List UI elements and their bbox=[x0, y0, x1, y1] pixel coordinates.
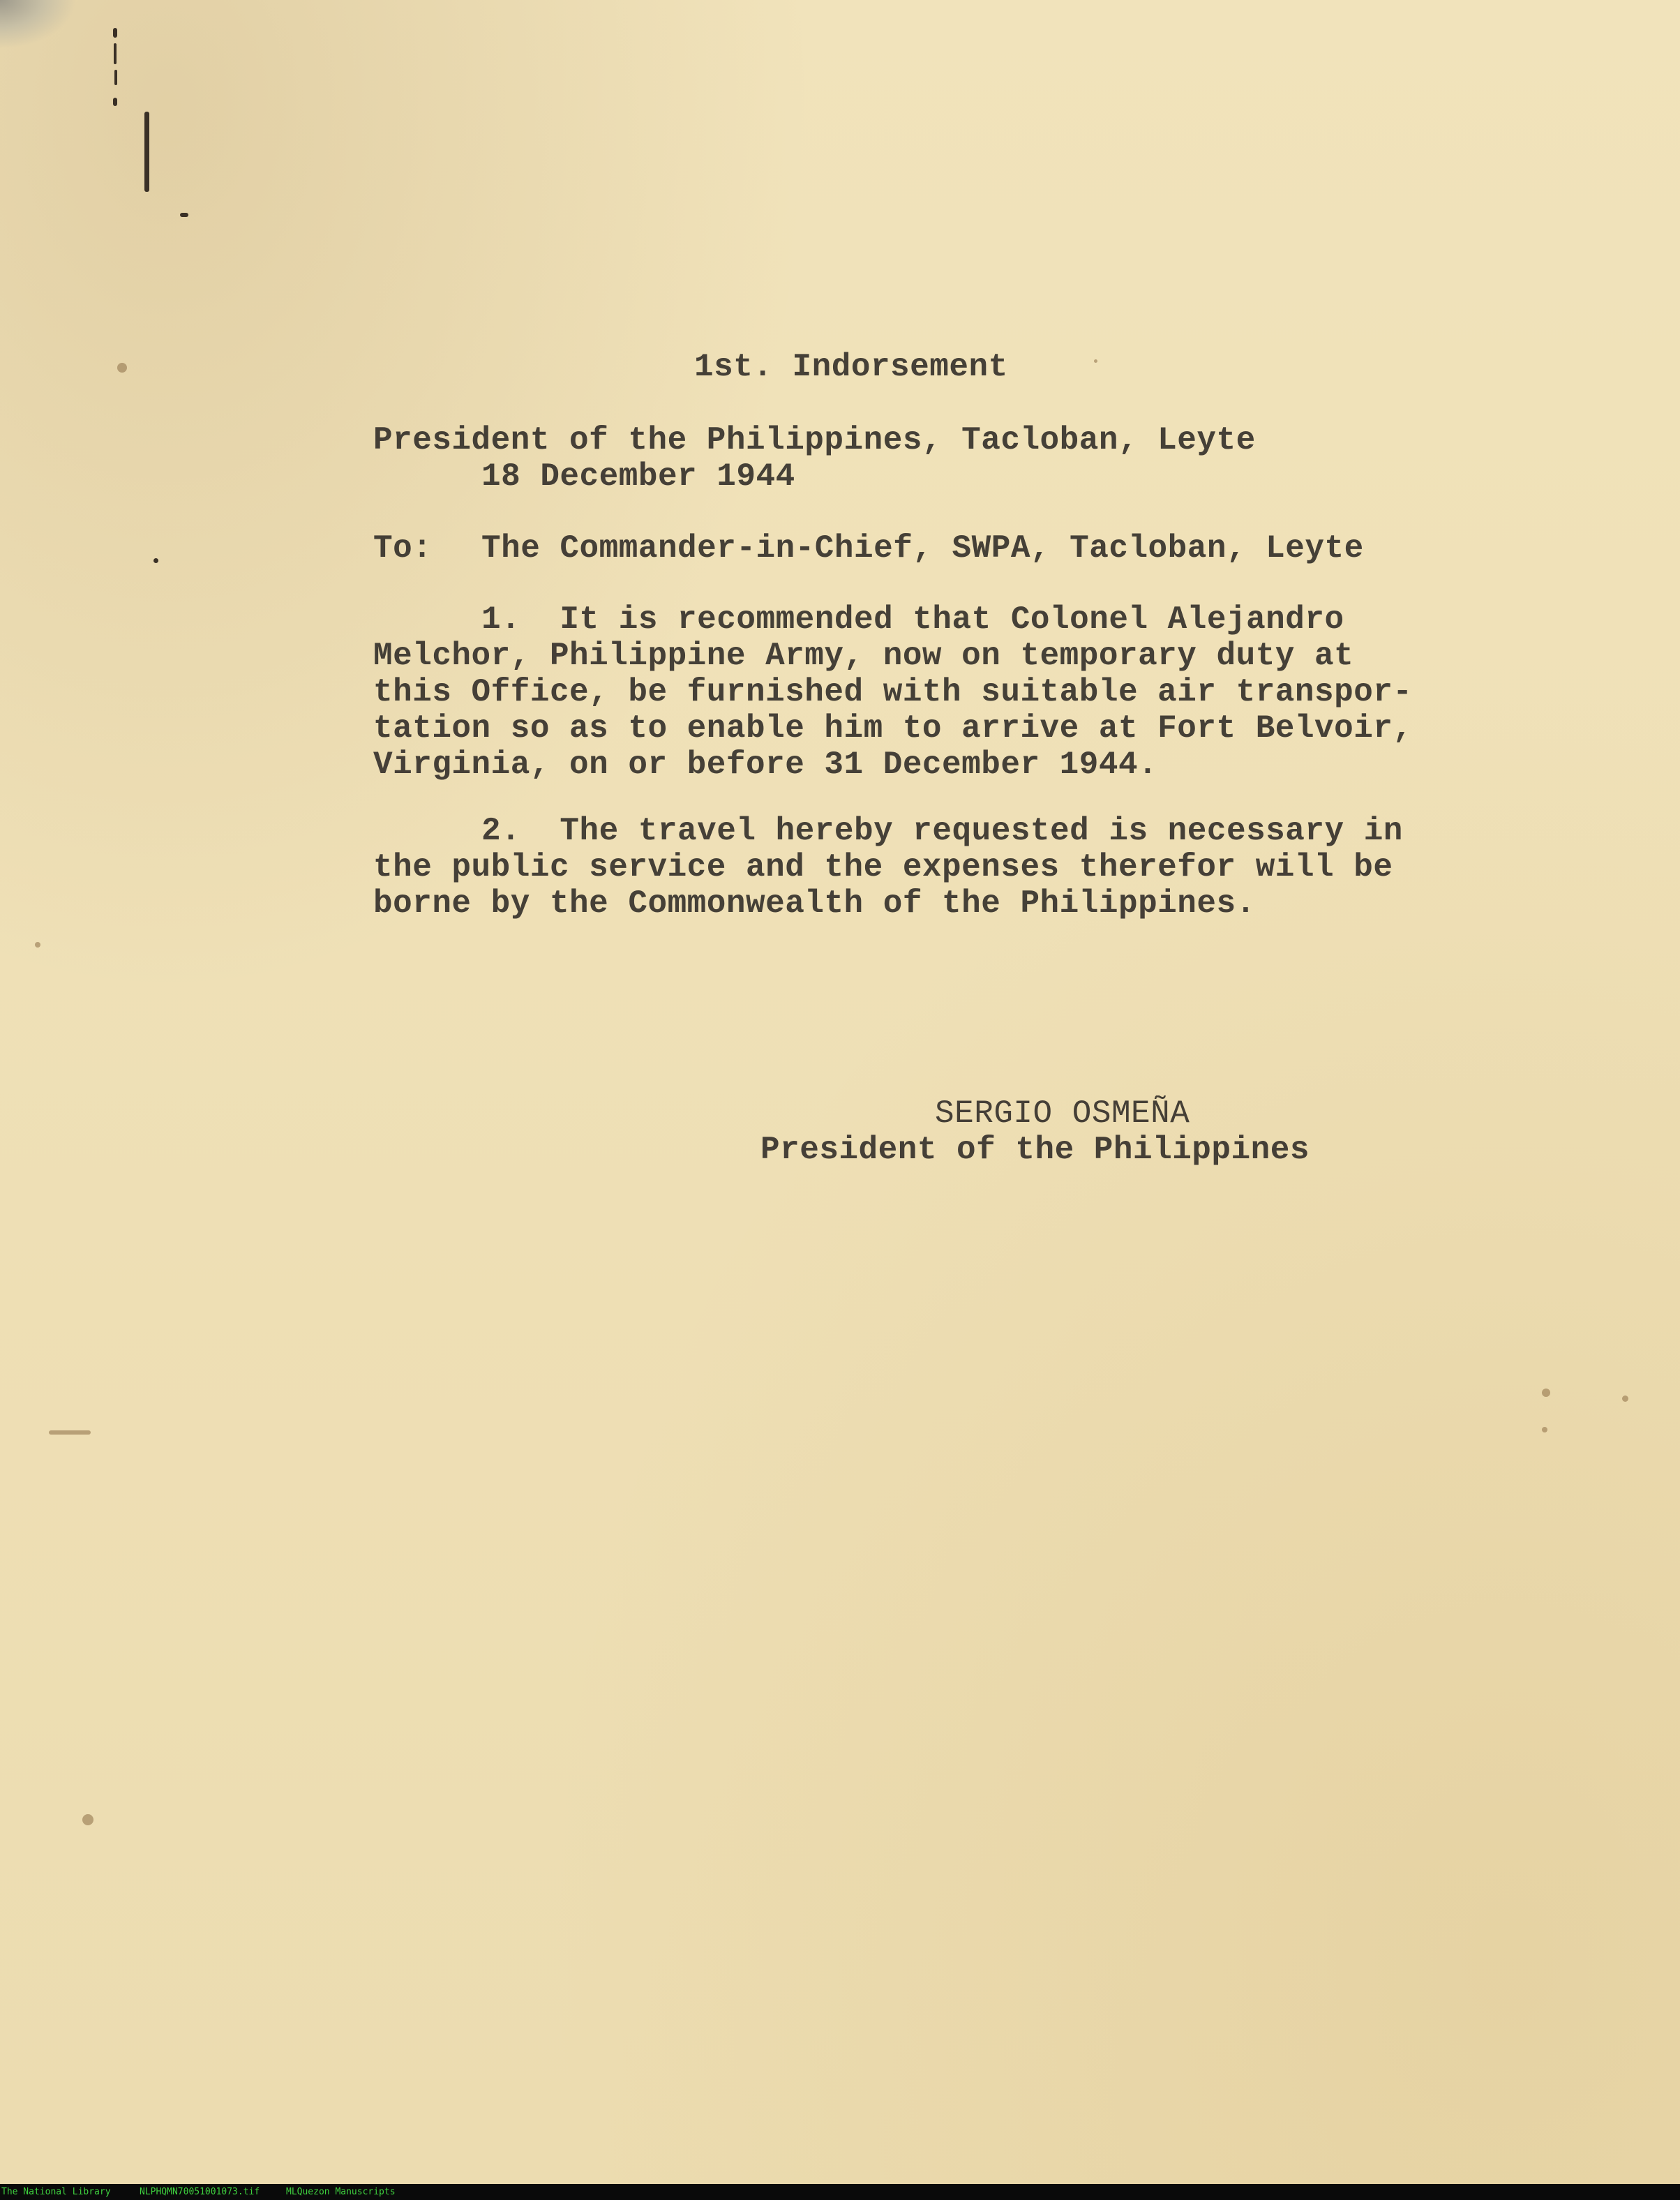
to-recipient: The Commander-in-Chief, SWPA, Tacloban, Leyte bbox=[481, 530, 1364, 567]
signature-name: SERGIO OSMEÑA bbox=[935, 1095, 1190, 1132]
paper-speck bbox=[1622, 1395, 1628, 1402]
binding-mark bbox=[114, 43, 117, 64]
paper-speck bbox=[1542, 1389, 1550, 1397]
paper-speck bbox=[35, 942, 40, 948]
corner-stain bbox=[0, 0, 77, 49]
scan-footer-bar bbox=[0, 2184, 1680, 2200]
paragraph-1-line: Virginia, on or before 31 December 1944. bbox=[373, 747, 1158, 783]
paragraph-1-line: this Office, be furnished with suitable air transpor- bbox=[373, 674, 1413, 710]
binding-mark bbox=[180, 213, 188, 217]
footer-file: NLPHQMN70051001073.tif bbox=[140, 2187, 260, 2197]
paragraph-1-line: Melchor, Philippine Army, now on temporary duty at bbox=[373, 638, 1354, 674]
footer-collection: MLQuezon Manuscripts bbox=[286, 2187, 396, 2197]
binding-mark bbox=[113, 98, 117, 106]
binding-mark bbox=[114, 70, 117, 85]
paper-speck bbox=[1094, 359, 1097, 363]
paragraph-2-line: the public service and the expenses therefor will be bbox=[373, 849, 1393, 885]
from-line: President of the Philippines, Tacloban, Leyte bbox=[373, 422, 1256, 458]
paragraph-2-line: borne by the Commonwealth of the Philippines. bbox=[373, 885, 1256, 922]
paper-speck bbox=[82, 1814, 93, 1825]
paper-speck bbox=[49, 1430, 91, 1435]
paper-speck bbox=[117, 363, 127, 373]
document-heading: 1st. Indorsement bbox=[694, 349, 1008, 385]
paragraph-1-line: tation so as to enable him to arrive at Fort Belvoir, bbox=[373, 710, 1413, 747]
to-label: To: bbox=[373, 530, 433, 567]
footer-library: The National Library bbox=[1, 2187, 111, 2197]
binding-mark bbox=[144, 112, 149, 192]
paper-speck bbox=[153, 558, 158, 563]
date-line: 18 December 1944 bbox=[481, 458, 795, 495]
paragraph-2-line: 2. The travel hereby requested is necessary in bbox=[481, 813, 1403, 849]
binding-mark bbox=[113, 28, 117, 38]
paragraph-1-line: 1. It is recommended that Colonel Alejandro bbox=[481, 601, 1344, 638]
paper-speck bbox=[1542, 1427, 1547, 1432]
signature-title: President of the Philippines bbox=[760, 1132, 1310, 1168]
